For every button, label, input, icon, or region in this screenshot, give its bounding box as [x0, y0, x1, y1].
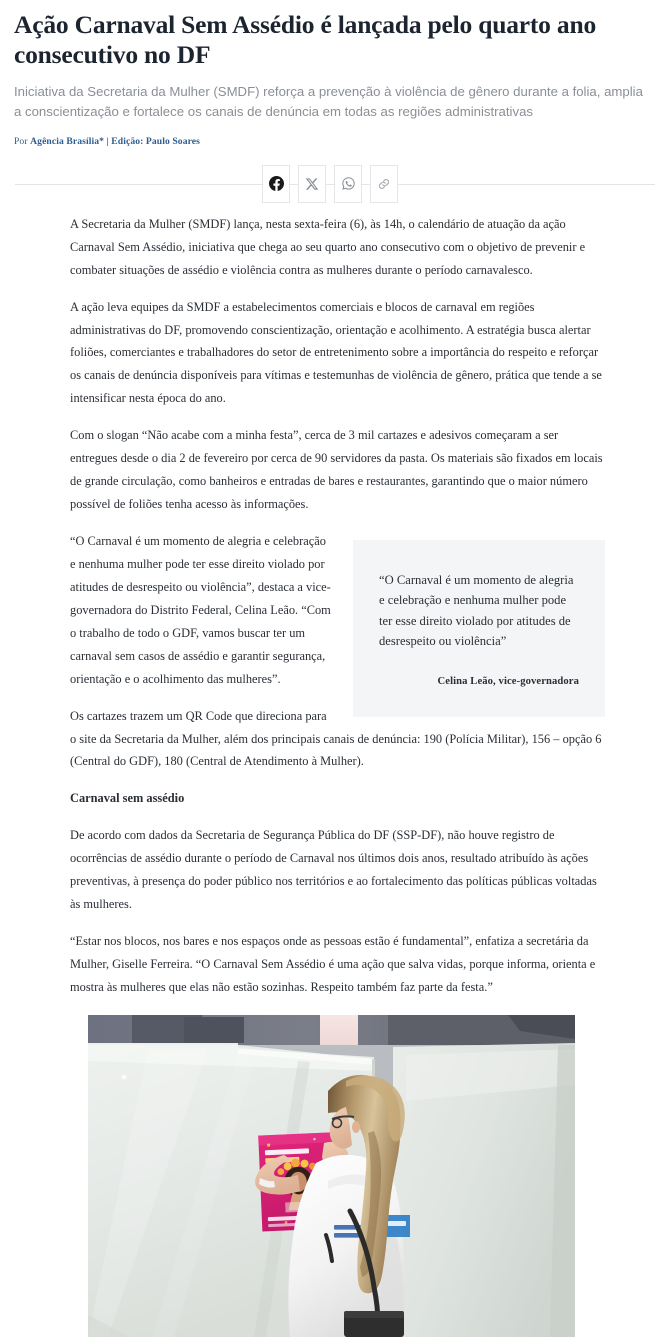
byline-credit[interactable]: Agência Brasília* | Edição: Paulo Soares [30, 135, 200, 147]
paragraph-1: A Secretaria da Mulher (SMDF) lança, nesta sexta-feira (6), às 14h, o calendário de atuação da ação Carnaval Sem Assédio, iniciativa que chega ao seu quarto ano consecutivo com o objetivo de prevenir e combater situações de assédio e violência contra as mulheres durante o período carnavalesco. [70, 216, 586, 277]
whatsapp-icon [341, 176, 356, 191]
paragraph-7: “Estar nos blocos, nos bares e nos espaços onde as pessoas estão é fundamental”, enfatiza a secretária da Mulher, Giselle Ferreira. “O Carnaval Sem Assédio é uma ação que salva vidas, porque informa, orienta e mostra às mulheres que elas não estão sozinhas. Respeito também faz parte da festa.” [70, 934, 596, 994]
share-facebook-button[interactable] [262, 165, 290, 203]
pull-quote-text: “O Carnaval é um momento de alegria e celebração e nenhuma mulher pode ter esse direito violado por atitudes de desrespeito ou violência” [379, 573, 574, 649]
article-figure [0, 1015, 660, 1337]
share-bar [0, 161, 660, 207]
section-subheading: Carnaval sem assédio [70, 791, 185, 806]
article-standfirst: Iniciativa da Secretaria da Mulher (SMDF) reforça a prevenção à violência de gênero durante a folia, amplia a conscientização e fortalece os canais de denúncia em todas as regiões administrativas [14, 84, 643, 119]
byline-prefix: Por [14, 135, 28, 147]
share-x-button[interactable] [298, 165, 326, 203]
link-icon [377, 177, 391, 191]
paragraph-4: “O Carnaval é um momento de alegria e celebração e nenhuma mulher pode ter esse direito violado por atitudes de desrespeito ou violência”, destaca a vice-governadora do Distrito Federal, Celina Leão. “Com o trabalho de todo o GDF, vamos buscar ter um carnaval sem casos de assédio e garantir segurança, orientação e o acolhimento das mulheres”. [70, 534, 331, 686]
article-photo [88, 1015, 575, 1337]
byline [14, 136, 646, 147]
facebook-icon [269, 176, 284, 191]
share-copy-link-button[interactable] [370, 165, 398, 203]
x-twitter-icon [305, 177, 319, 191]
share-whatsapp-button[interactable] [334, 165, 362, 203]
article-body [0, 213, 660, 999]
pull-quote [353, 540, 605, 717]
pull-quote-attribution: Celina Leão, vice-governadora [437, 675, 579, 687]
page-title: Ação Carnaval Sem Assédio é lançada pelo quarto ano consecutivo no DF [14, 10, 596, 70]
paragraph-3: Com o slogan “Não acabe com a minha festa”, cerca de 3 mil cartazes e adesivos começaram a ser entregues desde o dia 2 de fevereiro por cerca de 90 servidores da pasta. Os materiais são fixados em locais de grande circulação, como banheiros e entradas de bares e restaurantes, garantindo que o maior número possível de foliões tenha acesso às informações. [70, 428, 603, 512]
share-buttons [0, 165, 660, 203]
paragraph-6: De acordo com dados da Secretaria de Segurança Pública do DF (SSP-DF), não houve registro de ocorrências de assédio durante o período de Carnaval nos últimos dois anos, resultado atribuído às ações preventivas, à presença do poder público nos territórios e ao fortalecimento das políticas públicas voltadas às mulheres. [70, 828, 597, 912]
paragraph-5: Os cartazes trazem um QR Code que direciona para o site da Secretaria da Mulher, além dos principais canais de denúncia: 190 (Polícia Militar), 156 – opção 6 (Central do GDF), 180 (Central de Atendimento à Mulher). [70, 708, 602, 769]
article-header [0, 0, 660, 147]
paragraph-2: A ação leva equipes da SMDF a estabelecimentos comerciais e blocos de carnaval em regiões administrativas do DF, promovendo conscientização, orientação e acolhimento. A estratégia busca alertar foliões, comerciantes e trabalhadores do setor de entretenimento sobre a importância do respeito e reforçar os canais de denúncia disponíveis para vítimas e testemunhas de violência de gênero, prática que tende a se intensificar nesta época do ano. [70, 299, 602, 406]
